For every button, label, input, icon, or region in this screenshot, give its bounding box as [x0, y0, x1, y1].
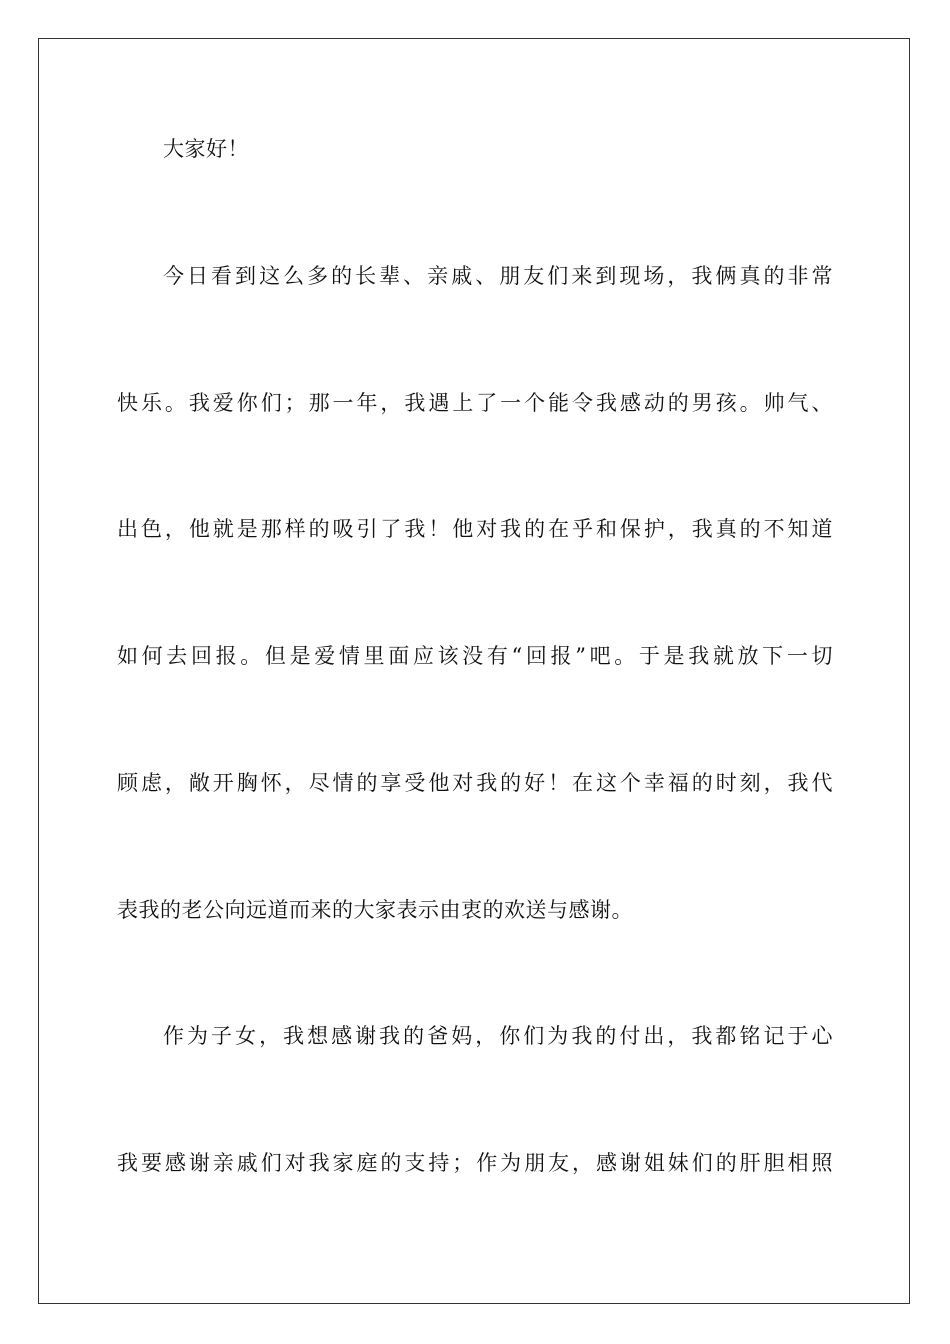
blank-line — [117, 308, 833, 371]
document-body — [117, 118, 833, 1196]
text-line: 顾虑，敞开胸怀，尽情的享受他对我的好！在这个幸福的时刻，我代 — [117, 770, 833, 795]
text-line: 大家好！ — [163, 137, 249, 161]
blank-line — [117, 435, 833, 498]
text-line: 如何去回报。但是爱情里面应该没有“回报”吧。于是我就放下一切 — [117, 644, 833, 669]
text-line: 我要感谢亲戚们对我家庭的支持；作为朋友，感谢姐妹们的肝胆相照 — [117, 1151, 833, 1176]
blank-line — [117, 181, 833, 244]
blank-line — [117, 815, 833, 878]
blank-line — [117, 689, 833, 752]
blank-line — [117, 562, 833, 625]
text-line: 表我的老公向远道而来的大家表示由衷的欢送与感谢。 — [117, 897, 633, 922]
text-line: 作为子女，我想感谢我的爸妈，你们为我的付出，我都铭记于心 — [163, 1024, 833, 1049]
text-line: 快乐。我爱你们；那一年，我遇上了一个能令我感动的男孩。帅气、 — [117, 390, 833, 415]
blank-line — [117, 942, 833, 1005]
text-line: 今日看到这么多的长辈、亲戚、朋友们来到现场，我俩真的非常 — [163, 263, 833, 288]
text-line: 出色，他就是那样的吸引了我！他对我的在乎和保护，我真的不知道 — [117, 517, 833, 542]
blank-line — [117, 1069, 833, 1132]
